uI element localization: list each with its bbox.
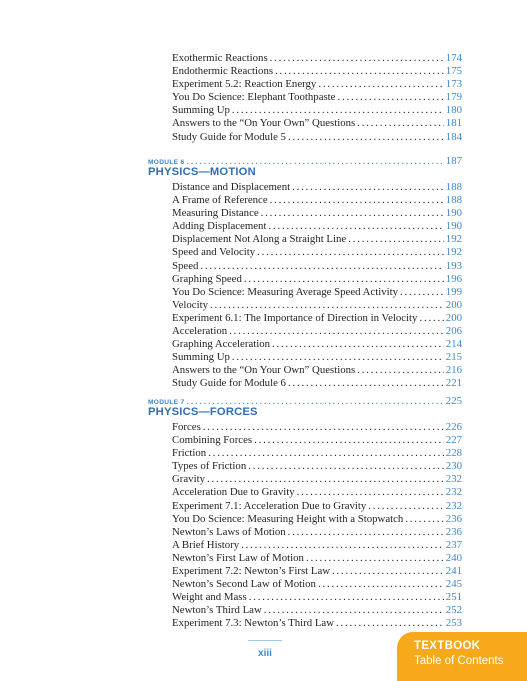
entry-page: 221 [445,377,462,390]
toc-entry[interactable] [172,578,462,591]
entry-page: 174 [445,52,462,64]
dot-leader [337,91,443,104]
entry-page: 180 [445,104,462,117]
entry-title: Experiment 7.3: Newton’s Third Law [172,617,335,630]
dot-leader [288,526,444,539]
entry-title: Displacement Not Along a Straight Line [172,233,347,246]
toc-entry[interactable] [172,364,462,377]
toc-entry[interactable] [172,338,462,351]
entry-page: 241 [445,565,462,578]
entry-page: 175 [445,65,462,78]
dot-leader [318,578,444,591]
entry-page: 237 [445,538,462,551]
toc-list-module-6 [172,181,462,391]
dot-leader [306,552,444,565]
entry-page: 192 [445,246,462,259]
entry-title: Combining Forces [172,434,253,447]
dot-leader [400,286,444,299]
entry-title: Graphing Speed [172,272,242,285]
toc-entry[interactable] [172,617,462,630]
toc-entry[interactable] [172,52,462,65]
entry-title: Acceleration [172,325,228,338]
dot-leader [203,421,444,434]
tab-label-textbook: TEXTBOOK [414,640,481,652]
entry-page: 236 [445,525,462,538]
entry-title: Summing Up [172,104,230,117]
entry-title: Speed and Velocity [172,246,256,259]
dot-leader [270,194,444,207]
dot-leader [241,539,444,552]
entry-title: Distance and Displacement [172,181,291,193]
entry-page: 196 [445,272,462,285]
entry-title: Weight and Mass [172,591,247,604]
dot-leader [254,434,444,447]
entry-title: Newton’s Third Law [172,604,262,617]
toc-entry[interactable] [172,473,462,486]
entry-page: 251 [445,591,462,604]
entry-title: You Do Science: Elephant Toothpaste [172,91,336,104]
dot-leader [348,233,444,246]
footer-divider [248,640,282,641]
entry-title: Newton’s Second Law of Motion [172,578,316,591]
toc-entry[interactable] [172,377,462,390]
toc-entry[interactable] [172,604,462,617]
toc-entry[interactable] [172,513,462,526]
toc-entry[interactable] [172,286,462,299]
dot-leader [272,338,444,351]
toc-entry[interactable] [172,104,462,117]
entry-page: 199 [445,285,462,298]
entry-title: Speed [172,259,199,272]
entry-page: 245 [445,578,462,591]
dot-leader [244,273,444,286]
entry-page: 188 [445,181,462,193]
entry-title: Newton’s First Law of Motion [172,551,304,564]
entry-page: 190 [445,220,462,233]
entry-title: Acceleration Due to Gravity [172,486,295,499]
dot-leader [200,260,443,273]
entry-title: Forces [172,421,201,433]
toc-entry[interactable] [172,591,462,604]
dot-leader [210,299,444,312]
module-7-title: PHYSICS—FORCES [148,406,258,418]
dot-leader [232,351,444,364]
dot-leader [248,460,444,473]
entry-page: 206 [445,325,462,338]
toc-entry[interactable] [172,486,462,499]
toc-entry[interactable] [172,260,462,273]
toc-entry[interactable] [172,351,462,364]
entry-title: A Frame of Reference [172,194,268,207]
dot-leader [264,604,444,617]
entry-page: 190 [445,207,462,220]
entry-page: 253 [445,617,462,630]
entry-title: Study Guide for Module 5 [172,130,286,143]
entry-page: 193 [445,259,462,272]
toc-entry[interactable] [172,565,462,578]
dot-leader [268,220,443,233]
dot-leader [419,312,443,325]
dot-leader [249,591,444,604]
entry-title: Types of Friction [172,460,247,473]
dot-leader [288,377,444,390]
dot-leader [229,325,444,338]
dot-leader [257,246,444,259]
tab-label-toc: Table of Contents [414,655,504,667]
entry-title: Answers to the “On Your Own” Questions [172,364,356,377]
module-label: MODULE 7 [148,399,185,406]
entry-page: 200 [445,298,462,311]
entry-title: Summing Up [172,351,230,364]
toc-entry[interactable] [172,246,462,259]
toc-entry[interactable] [172,91,462,104]
toc-entry[interactable] [172,447,462,460]
entry-page: 236 [445,512,462,525]
toc-list-module-5 [172,52,462,144]
entry-page: 214 [445,338,462,351]
entry-page: 192 [445,233,462,246]
entry-page: 173 [445,78,462,91]
entry-page: 232 [445,473,462,486]
entry-page: 232 [445,499,462,512]
toc-entry[interactable] [172,539,462,552]
entry-title: Experiment 7.2: Newton’s First Law [172,565,331,578]
toc-entry[interactable] [172,78,462,91]
toc-entry[interactable] [172,194,462,207]
module-page: 187 [445,155,462,167]
toc-entry[interactable] [172,421,462,434]
toc-entry[interactable] [172,181,462,194]
entry-title: Experiment 7.1: Acceleration Due to Gravity [172,499,367,512]
toc-entry[interactable] [172,460,462,473]
dot-leader [357,364,444,377]
entry-title: Answers to the “On Your Own” Questions [172,117,356,130]
toc-entry[interactable] [172,312,462,325]
entry-title: Endothermic Reactions [172,65,274,78]
entry-page: 188 [445,194,462,207]
table-of-contents-tab[interactable] [397,632,527,681]
toc-entry[interactable] [172,552,462,565]
toc-entry[interactable] [172,233,462,246]
entry-title: Study Guide for Module 6 [172,377,286,390]
toc-entry[interactable] [172,325,462,338]
toc-entry[interactable] [172,434,462,447]
module-page: 225 [445,395,462,407]
entry-title: A Brief History [172,538,240,551]
entry-page: 232 [445,486,462,499]
entry-page: 215 [445,351,462,364]
toc-entry[interactable] [172,220,462,233]
entry-page: 181 [445,117,462,130]
entry-page: 252 [445,604,462,617]
entry-title: Adding Displacement [172,220,267,233]
entry-title: Newton’s Laws of Motion [172,525,286,538]
entry-title: Graphing Acceleration [172,338,271,351]
entry-title: Gravity [172,473,205,486]
dot-leader [405,513,443,526]
toc-entry[interactable] [172,117,462,130]
entry-title: Experiment 6.1: The Importance of Direction in Velocity [172,311,418,324]
toc-entry[interactable] [172,131,462,144]
module-6-title: PHYSICS—MOTION [148,166,256,178]
entry-title: Exothermic Reactions [172,52,268,64]
entry-page: 226 [445,421,462,433]
entry-page: 227 [445,434,462,447]
toc-list-module-7 [172,421,462,631]
dot-leader [232,104,444,117]
dot-leader [318,78,443,91]
entry-title: You Do Science: Measuring Average Speed Activity [172,285,398,298]
module-label: MODULE 6 [148,159,185,166]
entry-page: 228 [445,447,462,460]
dot-leader [297,486,444,499]
entry-page: 184 [445,130,462,143]
entry-title: Experiment 5.2: Reaction Energy [172,78,317,91]
dot-leader [332,565,444,578]
entry-title: Friction [172,447,207,460]
entry-title: You Do Science: Measuring Height with a Stopwatch [172,512,404,525]
toc-entry[interactable] [172,299,462,312]
dot-leader [275,65,444,78]
dot-leader [261,207,444,220]
dot-leader [336,617,444,630]
entry-page: 230 [445,460,462,473]
toc-entry[interactable] [172,500,462,513]
entry-title: Measuring Distance [172,207,259,220]
dot-leader [207,473,444,486]
dot-leader [292,181,444,194]
entry-page: 179 [445,91,462,104]
page-number: xiii [258,648,272,659]
dot-leader [208,447,444,460]
entry-page: 216 [445,364,462,377]
toc-entry[interactable] [172,273,462,286]
toc-entry[interactable] [172,65,462,78]
toc-entry[interactable] [172,526,462,539]
dot-leader [357,117,444,130]
entry-title: Velocity [172,298,208,311]
dot-leader [368,500,444,513]
dot-leader [288,131,444,144]
entry-page: 200 [445,311,462,324]
dot-leader [270,52,444,65]
entry-page: 240 [445,551,462,564]
toc-entry[interactable] [172,207,462,220]
